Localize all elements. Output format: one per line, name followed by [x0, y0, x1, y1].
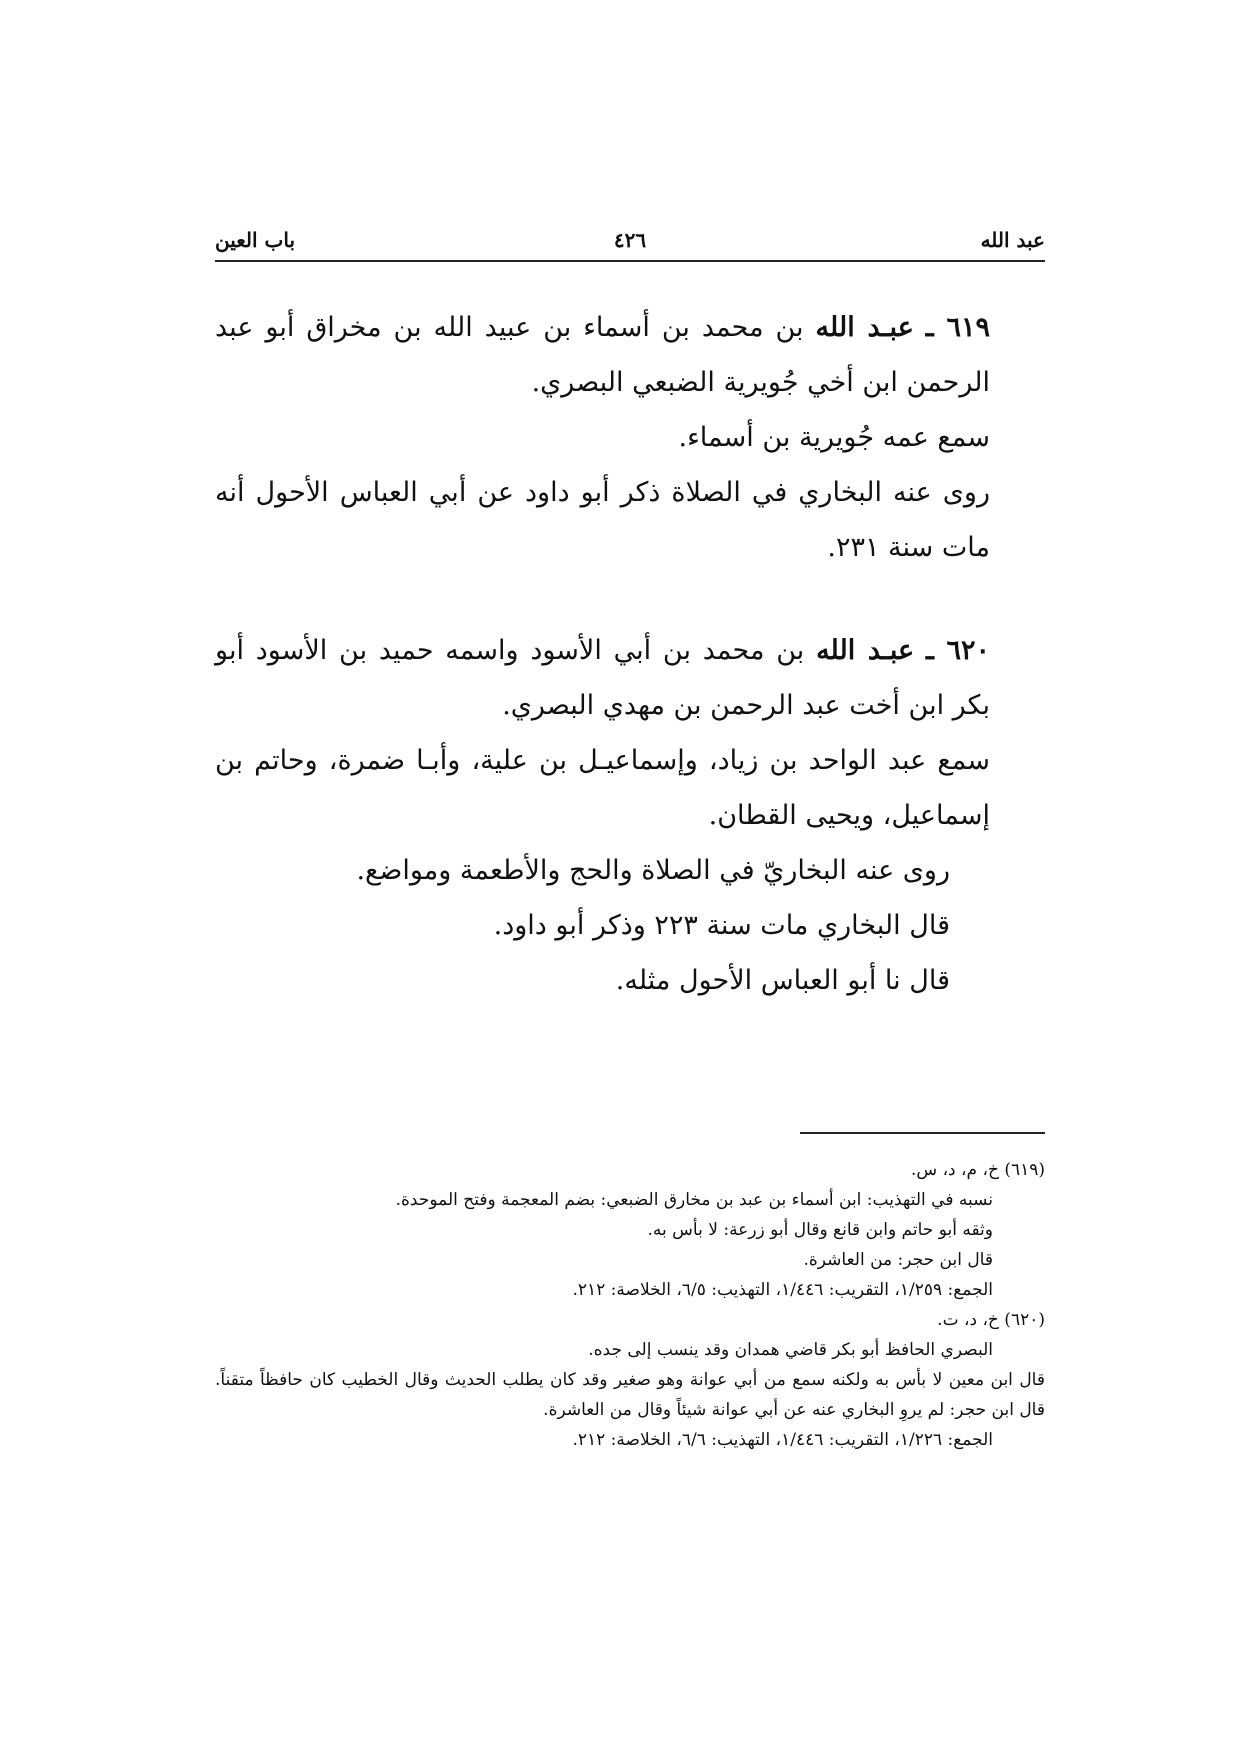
entry-paragraph: قال نا أبو العباس الأحول مثله.	[615, 965, 950, 996]
entry-lineage: بن محمد بن أبي الأسود واسمه حميد بن الأسود أبو بكر ابن أخت عبد الرحمن بن مهدي البصري.	[215, 635, 990, 721]
footnotes	[215, 1155, 1045, 1455]
footnote-line: البصري الحافظ أبو بكر قاضي همدان وقد ينسب إلى جده.	[588, 1340, 993, 1360]
footnote-separator	[800, 1132, 1045, 1134]
footnote-head: (٦٢٠) خ، د، ت.	[937, 1310, 1045, 1330]
footnote-line: نسبه في التهذيب: ابن أسماء بن عبد بن مخارق الضبعي: بضم المعجمة وفتح الموحدة.	[395, 1190, 993, 1210]
footnote-head: (٦١٩) خ، م، د، س.	[911, 1160, 1045, 1180]
footnote-line: قال ابن حجر: من العاشرة.	[803, 1250, 993, 1270]
footnote-619	[215, 1155, 1045, 1305]
header-chapter-title: باب العين	[215, 228, 296, 252]
entry-paragraph: قال البخاري مات سنة ٢٢٣ وذكر أبو داود.	[493, 910, 950, 941]
running-header	[215, 226, 1045, 262]
footnote-line: وثقه أبو حاتم وابن قانع وقال أبو زرعة: لا بأس به.	[647, 1220, 993, 1240]
entry-name: عبـد الله	[815, 312, 914, 343]
entry-619	[215, 300, 1045, 575]
entry-number: ٦٢٠ ـ	[925, 635, 990, 666]
entry-name: عبـد الله	[816, 635, 915, 666]
entry-heading	[215, 623, 1045, 733]
footnote-line: الجمع: ١/٢٢٦، التقريب: ١/٤٤٦، التهذيب: ٦/٦، الخلاصة: ٢١٢.	[572, 1430, 993, 1450]
footnote-line: الجمع: ١/٢٥٩، التقريب: ١/٤٤٦، التهذيب: ٦/٥، الخلاصة: ٢١٢.	[572, 1280, 993, 1300]
header-section-title: عبد الله	[980, 228, 1045, 252]
page-number: ٤٢٦	[613, 228, 647, 252]
entry-620	[215, 623, 1045, 1008]
entry-number: ٦١٩ ـ	[925, 312, 990, 343]
entry-lineage: بن محمد بن أسماء بن عبيد الله بن مخراق أبو عبد الرحمن ابن أخي جُويرية الضبعي البصري.	[215, 312, 990, 398]
footnote-line: قال ابن معين لا بأس به ولكنه سمع من أبي عوانة وهو صغير وقد كان يطلب الحديث وقال الخطيب كان حافظاً متقناً. قال ابن حجر: لم يروِ البخاري عنه عن أبي عوانة شيئاً وقال من العاشرة.	[215, 1370, 1045, 1420]
main-text	[215, 300, 1045, 1008]
footnote-620	[215, 1305, 1045, 1455]
entry-paragraph: سمع عمه جُويرية بن أسماء.	[678, 422, 990, 453]
entry-paragraph: سمع عبد الواحد بن زياد، وإسماعيـل بن علية، وأبـا ضمرة، وحاتم بن إسماعيل، ويحيى القطان.	[215, 745, 990, 831]
entry-heading	[215, 300, 1045, 410]
entry-paragraph: روى عنه البخاريّ في الصلاة والحج والأطعمة ومواضع.	[356, 855, 950, 886]
entry-paragraph: روى عنه البخاري في الصلاة ذكر أبو داود عن أبي العباس الأحول أنه مات سنة ٢٣١.	[215, 477, 990, 563]
